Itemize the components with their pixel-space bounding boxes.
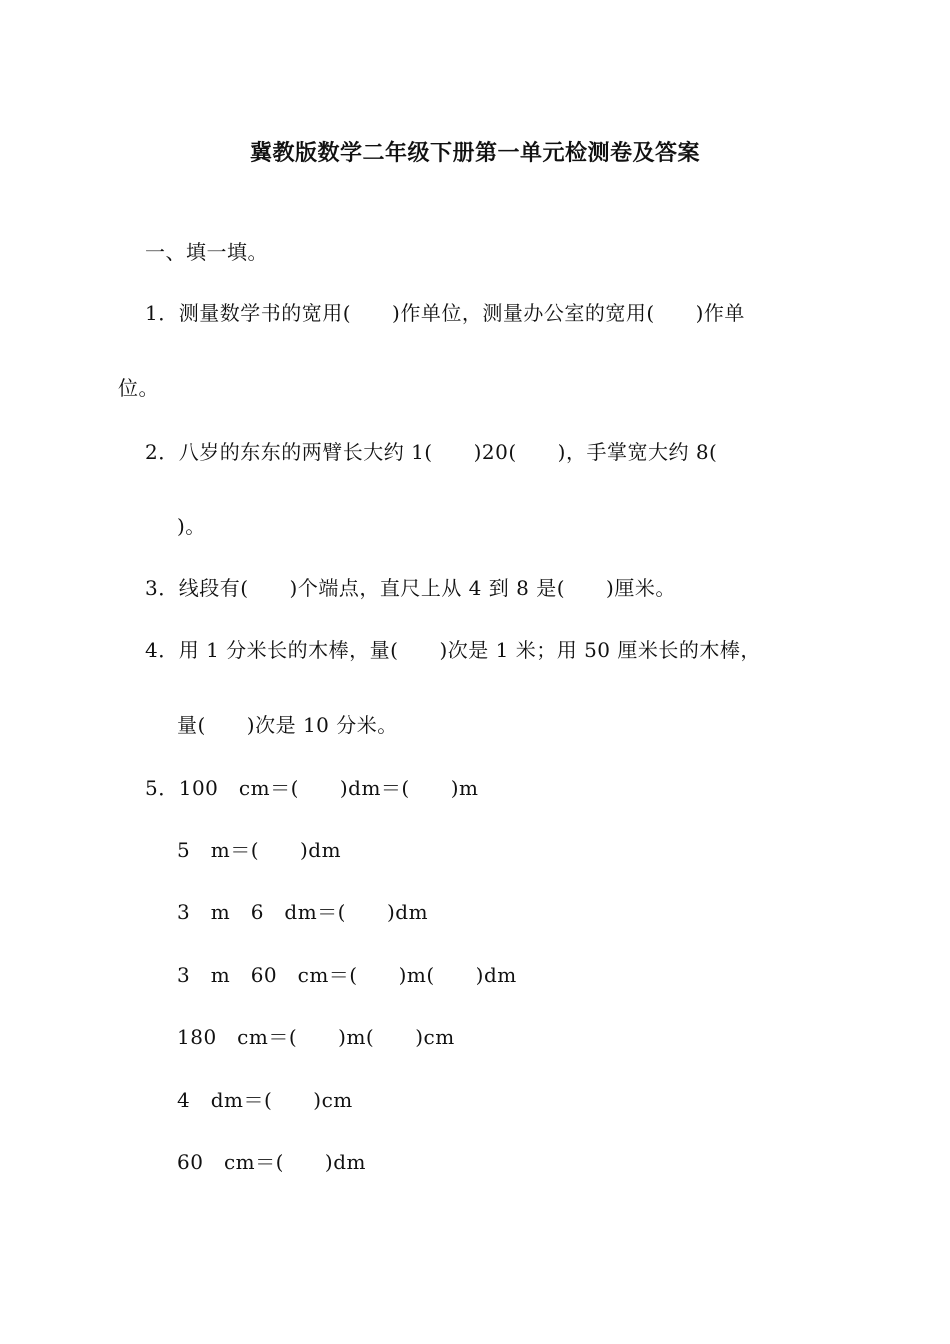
question-5-line-1: 5．100 cm＝( )dm＝( )m <box>145 776 479 800</box>
question-5-line-6: 4 dm＝( )cm <box>177 1088 353 1112</box>
question-5-line-5: 180 cm＝( )m( )cm <box>177 1025 455 1049</box>
question-4-line-1: 4．用 1 分米长的木棒，量( )次是 1 米；用 50 厘米长的木棒， <box>145 638 761 662</box>
document-title: 冀教版数学二年级下册第一单元检测卷及答案 <box>249 140 700 166</box>
question-5-line-2: 5 m＝( )dm <box>177 838 342 862</box>
question-5-line-7: 60 cm＝( )dm <box>177 1150 366 1174</box>
question-5-line-4: 3 m 60 cm＝( )m( )dm <box>177 963 517 987</box>
question-5-line-3: 3 m 6 dm＝( )dm <box>177 900 429 924</box>
question-1-line-1: 1．测量数学书的宽用( )作单位，测量办公室的宽用( )作单 <box>145 301 745 325</box>
question-4-line-2: 量( )次是 10 分米。 <box>177 713 398 737</box>
question-1-line-2: 位。 <box>118 376 159 400</box>
question-2-line-1: 2．八岁的东东的两臂长大约 1( )20( )，手掌宽大约 8( <box>145 440 718 464</box>
question-3-line-1: 3．线段有( )个端点，直尺上从 4 到 8 是( )厘米。 <box>145 576 676 600</box>
section-heading-fill-in: 一、填一填。 <box>145 240 268 264</box>
question-2-line-2: )。 <box>177 514 206 538</box>
